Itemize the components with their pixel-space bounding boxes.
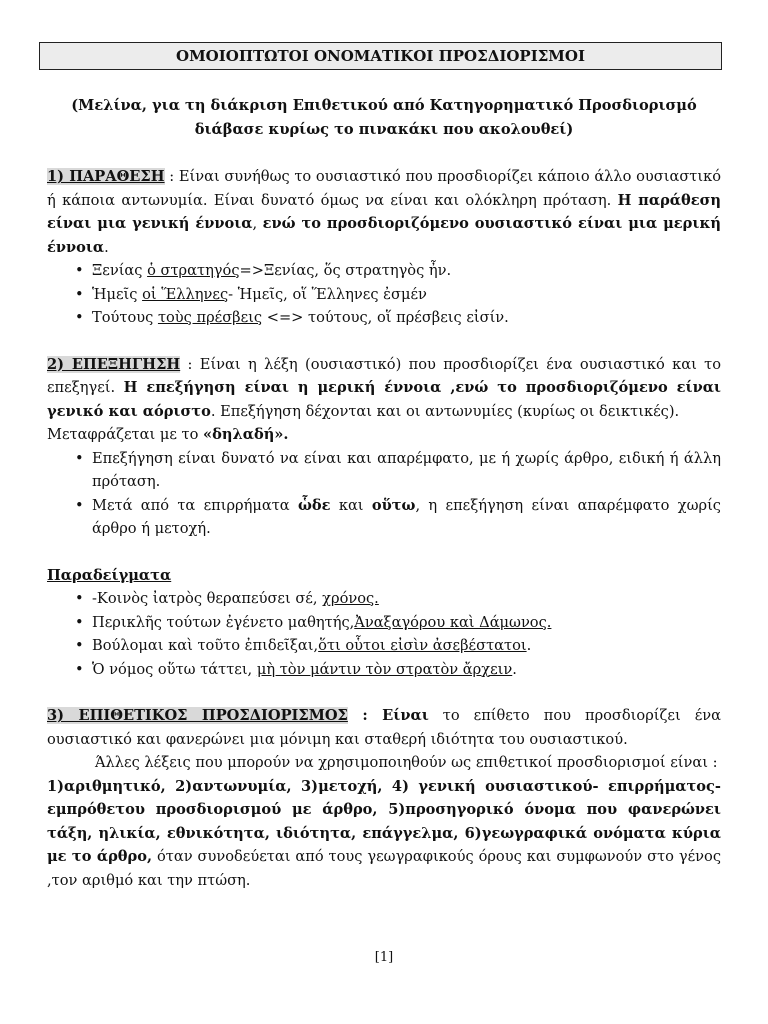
- list-item: • Επεξήγηση είναι δυνατό να είναι και απαρέμφατο, με ή χωρίς άρθρο, ειδική ή άλλη πρόταση.: [92, 447, 721, 494]
- list-item: • -Κοινὸς ἰατρὸς θεραπεύσει σέ, χρόνος.: [92, 587, 721, 611]
- epexigisi-heading: 2) ΕΠΕΞΗΓΗΣΗ: [47, 355, 181, 373]
- list-item: • Ξενίας ὁ στρατηγός=>Ξενίας, ὅς στρατηγὸς ἦν.: [92, 259, 721, 283]
- section-epithetikos: [47, 704, 721, 892]
- epexigisi-translation: Μεταφράζεται με το «δηλαδή».: [47, 426, 289, 443]
- epexigisi-notes: [47, 447, 721, 541]
- note: [47, 94, 721, 142]
- list-item: • Ἡμεῖς οἱ Ἕλληνες- Ἡμεῖς, οἵ Ἕλληνες ἐσμέν: [92, 283, 721, 307]
- parathesi-examples: [47, 259, 721, 330]
- section-examples: [47, 564, 721, 682]
- section-epexigisi: [47, 353, 721, 541]
- examples-heading: Παραδείγματα: [47, 566, 172, 584]
- epithetikos-heading: 3) ΕΠΙΘΕΤΙΚΟΣ ΠΡΟΣΔΙΟΡΙΣΜΟΣ: [47, 707, 348, 724]
- epithetikos-list: 1)αριθμητικό, 2)αντωνυμία, 3)μετοχή, 4) γενική ουσιαστικού- επιρρήματος-εμπρόθετου προσδιορισμού με άρθρο, 5)προσηγορικό όνομα που φανερώνει τάξη, ηλικία, εθνικότητα, ιδιότητα, επάγγελμα, 6)γεωγραφικά ονόματα κύρια με το άρθρο, όταν συνοδεύεται από τους γεωγραφικούς όρους και συμφωνούν στο γένος ,τον αριθμό και την πτώση.: [47, 777, 721, 889]
- parathesi-paragraph: 1) ΠΑΡΑΘΕΣΗ : Είναι συνήθως το ουσιαστικό που προσδιορίζει κάποιο άλλο ουσιαστικό ή κάποια αντωνυμία. Είναι δυνατό όμως να είναι και ολόκληρη πρόταση. Η παράθεση είναι μια γενική έννοια, ενώ το προσδιοριζόμενο ουσιαστικό είναι μια μερική έννοια.: [47, 168, 722, 256]
- list-item: • Τούτους τοὺς πρέσβεις <=> τούτους, οἵ πρέσβεις εἰσίν.: [92, 306, 721, 330]
- list-item: • Ὁ νόμος οὕτω τάττει, μὴ τὸν μάντιν τὸν στρατὸν ἄρχειν.: [92, 658, 721, 682]
- note-line-2: διάβασε κυρίως το πινακάκι που ακολουθεί): [194, 121, 574, 138]
- parathesi-heading: 1) ΠΑΡΑΘΕΣΗ: [47, 168, 165, 185]
- list-item: • Βούλομαι καὶ τοῦτο ἐπιδεῖξαι,ὅτι οὗτοι εἰσὶν ἀσεβέστατοι.: [92, 634, 721, 658]
- page-number: [1]: [374, 950, 394, 965]
- examples-list: [47, 587, 721, 681]
- page-title: ΟΜΟΙΟΠΤΩΤΟΙ ΟΝΟΜΑΤΙΚΟΙ ΠΡΟΣΔΙΟΡΙΣΜΟΙ: [39, 42, 722, 70]
- document-page: [47, 42, 721, 892]
- epithetikos-paragraph: 3) ΕΠΙΘΕΤΙΚΟΣ ΠΡΟΣΔΙΟΡΙΣΜΟΣ : Είναι το επίθετο που προσδιορίζει ένα ουσιαστικό και φανερώνει μια μόνιμη και σταθερή ιδιότητα του ουσιαστικού.: [47, 707, 721, 748]
- note-line-1: (Μελίνα, για τη διάκριση Επιθετικού από Κατηγορηματικό Προσδιορισμό: [71, 97, 697, 114]
- list-item: • Περικλῆς τούτων ἐγένετο μαθητής,Ἀναξαγόρου καὶ Δάμωνος.: [92, 611, 721, 635]
- list-item: • Μετά από τα επιρρήματα ὧδε και οὕτω, η επεξήγηση είναι απαρέμφατο χωρίς άρθρο ή μετοχή.: [92, 494, 721, 541]
- epithetikos-other-words: Άλλες λέξεις που μπορούν να χρησιμοποιηθούν ως επιθετικοί προσδιορισμοί είναι :: [95, 754, 718, 771]
- epexigisi-paragraph: 2) ΕΠΕΞΗΓΗΣΗ : Είναι η λέξη (ουσιαστικό) που προσδιορίζει ένα ουσιαστικό και το επεξηγεί. Η επεξήγηση είναι η μερική έννοια ,ενώ το προσδιοριζόμενο είναι γενικό και αόριστο. Επεξήγηση δέχονται και οι αντωνυμίες (κυρίως οι δεικτικές).: [47, 355, 721, 420]
- section-parathesi: [47, 165, 721, 330]
